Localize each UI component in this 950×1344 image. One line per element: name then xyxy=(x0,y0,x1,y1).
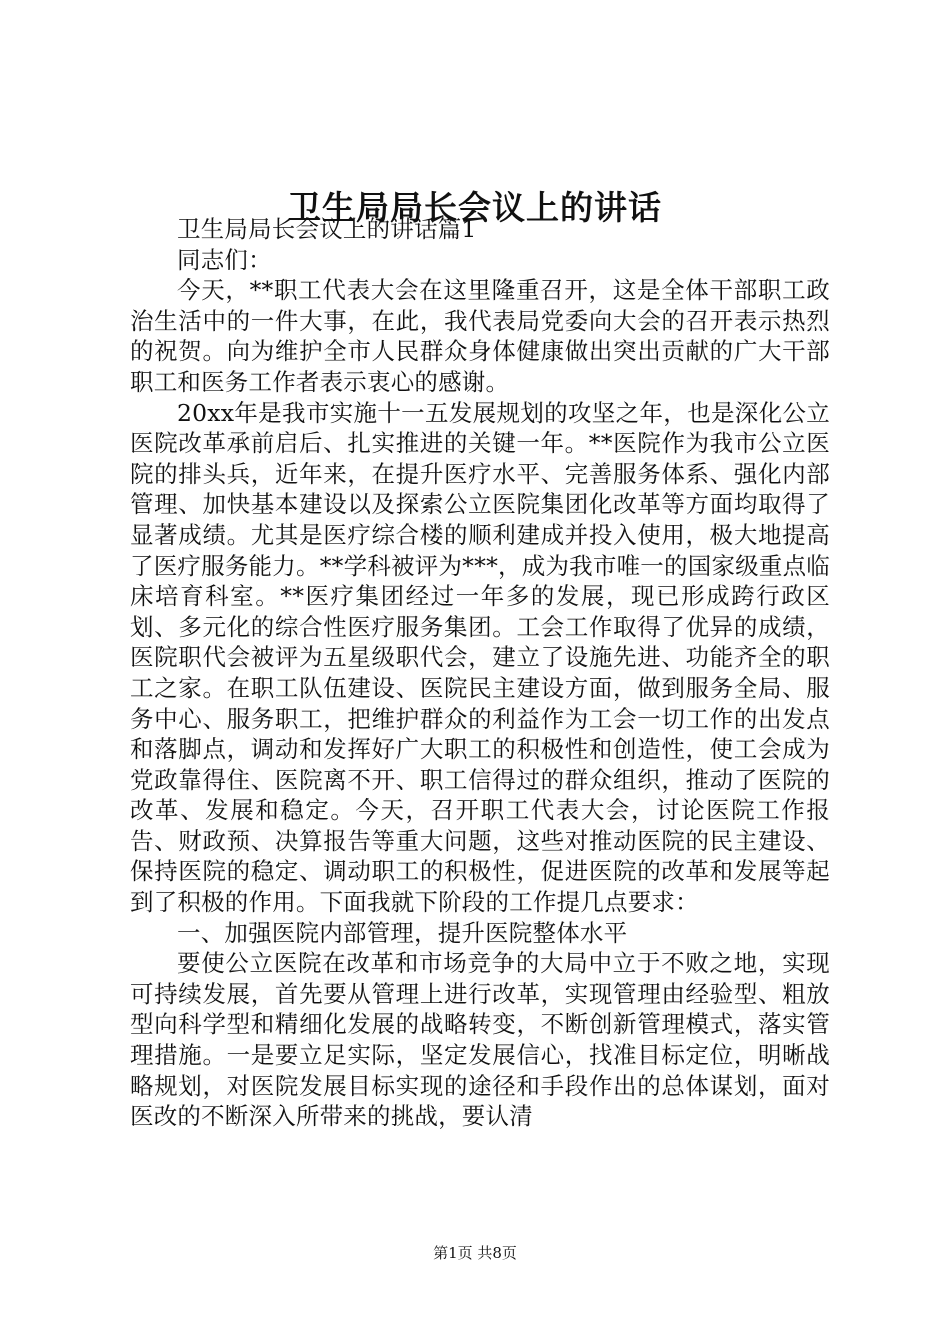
body-paragraph: 今天，**职工代表大会在这里隆重召开，这是全体干部职工政治生活中的一件大事，在此，我代表局党委向大会的召开表示热烈的祝贺。向为维护全市人民群众身体健康做出突出贡献的广大干部职工和医务工作者表示衷心的感谢。 xyxy=(130,276,830,396)
page-number: 第1页 共8页 xyxy=(433,1244,517,1262)
body-paragraph: 20xx年是我市实施十一五发展规划的攻坚之年，也是深化公立医院改革承前启后、扎实推进的关键一年。**医院作为我市公立医院的排头兵，近年来，在提升医疗水平、完善服务体系、强化内部管理、加快基本建设以及探索公立医院集团化改革等方面均取得了显著成绩。尤其是医疗综合楼的顺利建成并投入使用，极大地提高了医疗服务能力。**学科被评为***，成为我市唯一的国家级重点临床培育科室。**医疗集团经过一年多的发展，现已形成跨行政区划、多元化的综合性医疗服务集团。工会工作取得了优异的成绩，医院职代会被评为五星级职代会，建立了设施先进、功能齐全的职工之家。在职工队伍建设、医院民主建设方面，做到服务全局、服务中心、服务职工，把维护群众的利益作为工会一切工作的出发点和落脚点，调动和发挥好广大职工的积极性和创造性，使工会成为党政靠得住、医院离不开、职工信得过的群众组织，推动了医院的改革、发展和稳定。今天，召开职工代表大会，讨论医院工作报告、财政预、决算报告等重大问题，这些对推动医院的民主建设、保持医院的稳定、调动职工的积极性，促进医院的改革和发展等起到了积极的作用。下面我就下阶段的工作提几点要求： xyxy=(130,398,830,917)
body-paragraph: 要使公立医院在改革和市场竞争的大局中立于不败之地，实现可持续发展，首先要从管理上进行改革，实现管理由经验型、粗放型向科学型和精细化发展的战略转变，不断创新管理模式，落实管理措施。一是要立足实际，坚定发展信心，找准目标定位，明晰战略规划，对医院发展目标实现的途径和手段作出的总体谋划，面对医改的不断深入所带来的挑战，要认清 xyxy=(130,949,830,1131)
salutation: 同志们： xyxy=(177,245,272,274)
section-heading: 卫生局局长会议上的讲话篇1 xyxy=(177,215,477,243)
subsection-heading: 一、加强医院内部管理，提升医院整体水平 xyxy=(177,918,628,947)
document-body xyxy=(130,214,830,1132)
document-title: 卫生局局长会议上的讲话 xyxy=(288,188,662,227)
